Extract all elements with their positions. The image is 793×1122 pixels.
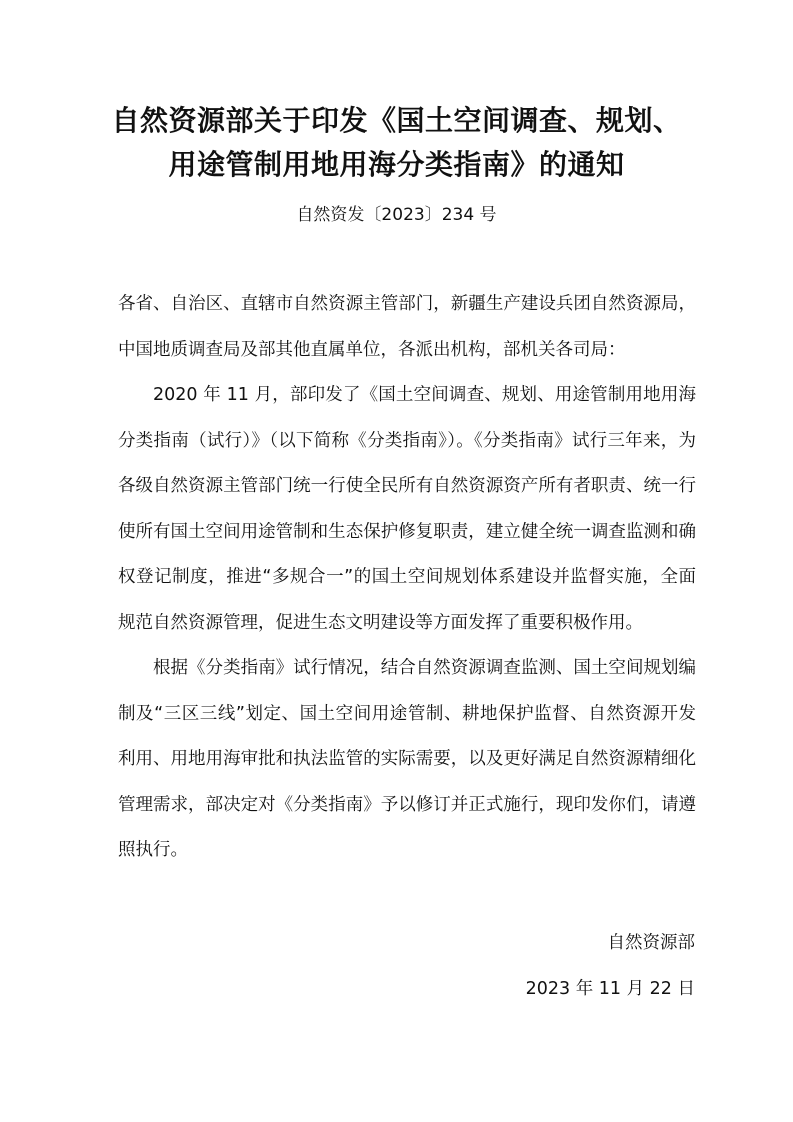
body-paragraph-2: 根据《分类指南》试行情况，结合自然资源调查监测、国土空间规划编制及“三区三线”划定、国土空间用途管制、耕地保护监督、自然资源开发利用、用地用海审批和执法监管的实际需要，以及更好满足自然资源精细化管理需求，部决定对《分类指南》予以修订并正式施行，现印发你们，请遵照执行。 [118, 658, 696, 860]
document-title-line-2: 用途管制用地用海分类指南》的通知 [168, 148, 625, 181]
salutation: 各省、自治区、直辖市自然资源主管部门，新疆生产建设兵团自然资源局，中国地质调查局及部其他直属单位，各派出机构，部机关各司局： [118, 294, 696, 360]
document-title-line-1: 自然资源部关于印发《国土空间调查、规划、 [111, 104, 682, 137]
issue-date: 2023 年 11 月 22 日 [525, 979, 695, 999]
issuer-signature: 自然资源部 [607, 933, 695, 953]
document-number: 自然资发〔2023〕234 号 [296, 205, 497, 225]
document-body [118, 282, 696, 874]
body-paragraph-1: 2020 年 11 月，部印发了《国土空间调查、规划、用途管制用地用海分类指南（试行）》（以下简称《分类指南》）。《分类指南》试行三年来，为各级自然资源主管部门统一行使全民所有自然资源资产所有者职责、统一行使所有国土空间用途管制和生态保护修复职责，建立健全统一调查监测和确权登记制度，推进“多规合一”的国土空间规划体系建设并监督实施，全面规范自然资源管理，促进生态文明建设等方面发挥了重要积极作用。 [118, 385, 696, 633]
